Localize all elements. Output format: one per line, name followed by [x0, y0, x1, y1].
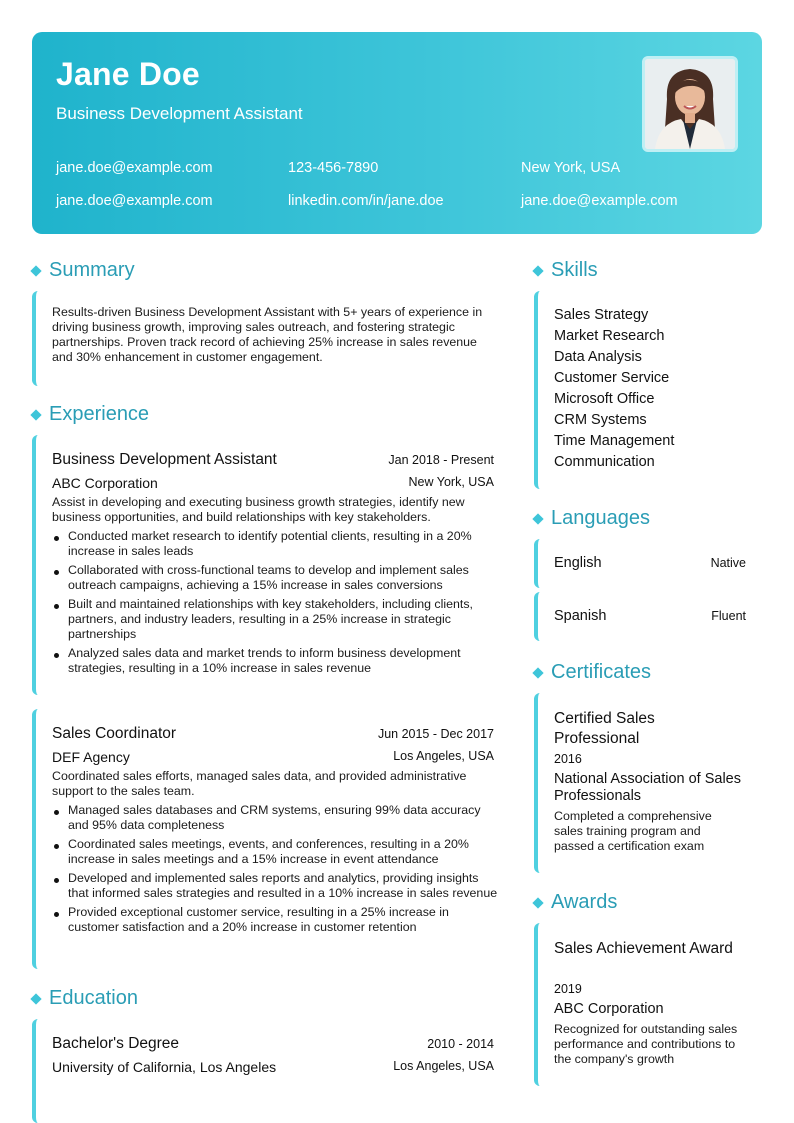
list-item: Coordinated sales meetings, events, and conferences, resulting in a 20% increase in sales meetings and a 15% increase in event attendance — [52, 837, 498, 867]
experience-heading: Experience — [32, 403, 149, 426]
contact-email-2[interactable]: jane.doe@example.com — [56, 193, 213, 209]
diamond-icon — [30, 265, 41, 276]
job-company: ABC Corporation — [52, 475, 158, 491]
list-item: Collaborated with cross-functional teams to develop and implement sales outreach campaigns, achieving a 15% increase in sales conversions — [52, 563, 498, 593]
certificate-issuer: National Association of Sales Professionals — [554, 771, 741, 804]
list-item: Developed and implemented sales reports and analytics, providing insights that informed sales strategies and resulted in a 10% increase in sales revenue — [52, 871, 498, 901]
awards-heading: Awards — [534, 891, 617, 914]
job-description: Assist in developing and executing business growth strategies, identify new business opportunities, and build relationships with key stakeholders. — [52, 495, 465, 524]
language-name: English — [554, 555, 602, 571]
skills-list — [554, 305, 674, 473]
job-company: DEF Agency — [52, 749, 130, 765]
contact-email[interactable]: jane.doe@example.com — [56, 160, 213, 176]
diamond-icon — [30, 409, 41, 420]
certificate-year: 2016 — [554, 752, 582, 766]
contact-email-3[interactable]: jane.doe@example.com — [521, 193, 678, 209]
profile-photo — [642, 56, 738, 152]
education-school: University of California, Los Angeles — [52, 1059, 277, 1075]
job-dates: Jun 2015 - Dec 2017 — [377, 727, 494, 741]
contact-linkedin[interactable]: linkedin.com/in/jane.doe — [288, 193, 444, 209]
education-heading: Education — [32, 987, 138, 1010]
diamond-icon — [30, 993, 41, 1004]
diamond-icon — [532, 513, 543, 524]
certificate-name: Certified Sales Professional — [554, 710, 655, 747]
language-level: Native — [710, 556, 746, 570]
skill-item: Communication — [554, 454, 655, 470]
contact-location: New York, USA — [521, 160, 621, 176]
skill-item: CRM Systems — [554, 412, 647, 428]
certificates-heading: Certificates — [534, 661, 651, 684]
award-name: Sales Achievement Award — [554, 940, 733, 957]
job-bullets — [52, 529, 498, 680]
list-item: Managed sales databases and CRM systems, ensuring 99% data accuracy and 95% data completeness — [52, 803, 498, 833]
language-name: Spanish — [554, 608, 607, 624]
skill-item: Microsoft Office — [554, 391, 655, 407]
education-dates: 2010 - 2014 — [427, 1037, 494, 1051]
list-item: Built and maintained relationships with key stakeholders, including clients, partners, and industry leaders, resulting in a 25% increase in strategic partnerships — [52, 597, 498, 642]
resume-header — [32, 32, 762, 234]
certificate-description: Completed a comprehensive sales training program and passed a certification exam — [554, 809, 712, 853]
award-description: Recognized for outstanding sales performance and contributions to the company's growth — [554, 1022, 738, 1066]
skill-item: Market Research — [554, 328, 665, 344]
summary-text: Results-driven Business Development Assistant with 5+ years of experience in driving business growth, improving sales outreach, and fostering strategic partnerships. Proven track record of achieving 25% increase in sales revenue and 30% enhancement in customer engagement. — [52, 305, 483, 364]
list-item: Analyzed sales data and market trends to inform business development strategies, resulting in a 10% increase in sales revenue — [52, 646, 498, 676]
job-title: Sales Coordinator — [52, 725, 177, 742]
diamond-icon — [532, 897, 543, 908]
contact-phone[interactable]: 123-456-7890 — [288, 160, 379, 176]
list-item: Provided exceptional customer service, resulting in a 25% increase in customer satisfaction and a 20% increase in customer retention — [52, 905, 498, 935]
diamond-icon — [532, 265, 543, 276]
education-degree: Bachelor's Degree — [52, 1035, 180, 1052]
candidate-name: Jane Doe — [56, 56, 200, 92]
award-year: 2019 — [554, 982, 582, 996]
skill-item: Sales Strategy — [554, 307, 649, 323]
candidate-role: Business Development Assistant — [56, 104, 303, 123]
list-item: Conducted market research to identify potential clients, resulting in a 20% increase in sales leads — [52, 529, 498, 559]
job-bullets — [52, 803, 498, 939]
skill-item: Data Analysis — [554, 349, 642, 365]
summary-heading: Summary — [32, 259, 135, 282]
job-dates: Jan 2018 - Present — [388, 453, 494, 467]
language-level: Fluent — [711, 609, 746, 623]
job-location: New York, USA — [408, 475, 494, 489]
job-description: Coordinated sales efforts, managed sales data, and provided administrative support to the sales team. — [52, 769, 467, 798]
skill-item: Customer Service — [554, 370, 670, 386]
diamond-icon — [532, 667, 543, 678]
award-issuer: ABC Corporation — [554, 1001, 664, 1017]
education-location: Los Angeles, USA — [393, 1059, 494, 1073]
job-location: Los Angeles, USA — [393, 749, 494, 763]
job-title: Business Development Assistant — [52, 451, 277, 468]
languages-heading: Languages — [534, 507, 650, 530]
skill-item: Time Management — [554, 433, 675, 449]
skills-heading: Skills — [534, 259, 598, 282]
